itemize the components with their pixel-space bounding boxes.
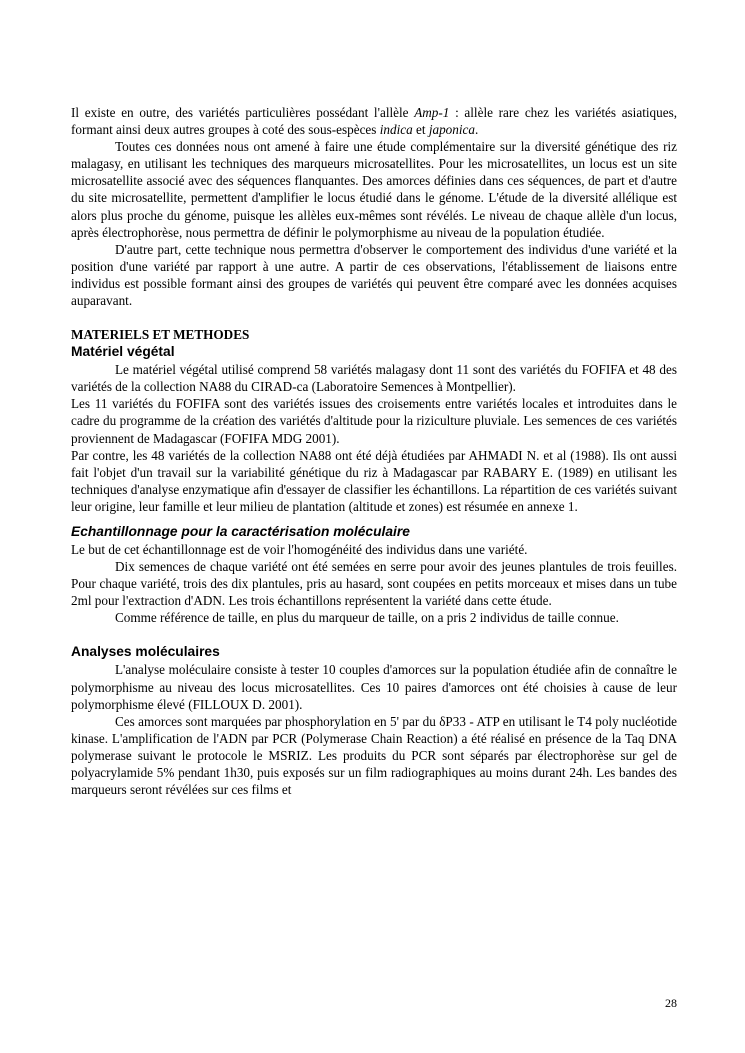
- species-indica: indica: [379, 122, 413, 138]
- allele-name: Amp-1: [414, 105, 450, 120]
- page-number: 28: [665, 996, 677, 1010]
- sampling-paragraph-1: Le but de cet échantillonnage est de voir l'homogénéité des individus dans une variété.: [71, 541, 528, 557]
- molecular-paragraph-1: L'analyse moléculaire consiste à tester 10 couples d'amorces sur la population étudiée afin de connaître le polymorphisme au niveau des locus microsatellites. Ces 10 paires d'amorces ont été choisies à cause de leur polymorphisme élevé (FILLOUX D. 2001).: [71, 662, 677, 712]
- vegetal-paragraph-2: Les 11 variétés du FOFIFA sont des variétés issues des croisements entre variétés locales et introduites dans le cadre du programme de la création des variétés d'altitude pour la riziculture pluviale. Les semences de ces variétés proviennent de Madagascar (FOFIFA MDG 2001).: [71, 396, 677, 446]
- sampling-paragraph-2: Dix semences de chaque variété ont été semées en serre pour avoir des jeunes plantules de trois feuilles. Pour chaque variété, trois des dix plantules, pris au hasard, sont coupées en petits morceaux et mises dans un tube 2ml pour l'extraction d'ADN. Les trois échantillons représentent la variété dans cette étude.: [71, 559, 677, 609]
- intro-paragraph-2: Toutes ces données nous ont amené à faire une étude complémentaire sur la diversité génétique des riz malagasy, en utilisant les techniques des marqueurs microsatellites. Pour les microsatellites, un locus est un site microsatellite associé avec des séquences flanquantes. Des amorces définies dans ces séquences, de part et d'autre du site microsatellite, permettent d'amplifier le locus étudié dans le génome. L'étude de la diversité allélique est alors plus proche du génome, puisque les allèles eux-mêmes sont révélés. Le niveau de chaque allèle d'un locus, après électrophorèse, nous permettra de définir le polymorphisme au niveau de la population étudiée.: [71, 139, 677, 240]
- section-heading-methods: MATERIELS ET METHODES: [71, 327, 250, 343]
- vegetal-paragraph-1: Le matériel végétal utilisé comprend 58 variétés malagasy dont 11 sont des variétés du FOFIFA et 48 des variétés de la collection NA88 du CIRAD-ca (Laboratoire Semences à Montpellier).: [71, 362, 677, 395]
- body-text: [71, 104, 677, 798]
- text-run: .: [474, 122, 479, 138]
- subsection-heading-molecular: Analyses moléculaires: [71, 644, 220, 660]
- vegetal-paragraph-3: Par contre, les 48 variétés de la collection NA88 ont été déjà étudiées par AHMADI N. et al (1988). Ils ont aussi fait l'objet d'un travail sur la variabilité génétique du riz à Madagascar par RABARY E. (1989) en utilisant les techniques d'analyse enzymatique afin d'essayer de classifier les échantillons. La répartition de ces variétés suivant leur origine, leur famille et leur milieu de plantation (altitude et zones) est résumée en annexe 1.: [71, 447, 677, 514]
- text-run: et: [412, 122, 429, 138]
- subsection-heading-sampling: Echantillonnage pour la caractérisation moléculaire: [71, 523, 410, 539]
- subsection-heading-vegetal: Matériel végétal: [71, 344, 175, 360]
- sampling-paragraph-3: Comme référence de taille, en plus du marqueur de taille, on a pris 2 individus de taille connue.: [115, 610, 619, 626]
- species-japonica: japonica: [428, 122, 475, 138]
- intro-paragraph-3: D'autre part, cette technique nous permettra d'observer le comportement des individus d'une variété et la position d'une variété par rapport à une autre. A partir de ces observations, l'établissement de liaisons entre individus est possible formant ainsi des groupes de variétés qui peuvent être comparé avec les données acquises auparavant.: [71, 241, 677, 309]
- intro-paragraph-1: [71, 104, 677, 138]
- text-run: Il existe en outre, des variétés particulières possédant l'allèle: [71, 105, 415, 120]
- text-run: : allèle rare chez les variétés asiatiques, formant ainsi deux autres groupes à coté des sous-espèces: [71, 105, 677, 138]
- molecular-paragraph-2: Ces amorces sont marquées par phosphorylation en 5' par du δP33 - ATP en utilisant le T4 poly nucléotide kinase. L'amplification de l'ADN par PCR (Polymerase Chain Reaction) a été réalisé en présence de la Taq DNA polymerase suivant le protocole le MSRIZ. Les produits du PCR sont séparés par électrophorèse sur gel de polyacrylamide 5% pendant 1h30, puis exposés sur un film radiographiques au moins durant 24h. Les bandes des marqueurs seront révélées sur ces films et: [71, 713, 677, 798]
